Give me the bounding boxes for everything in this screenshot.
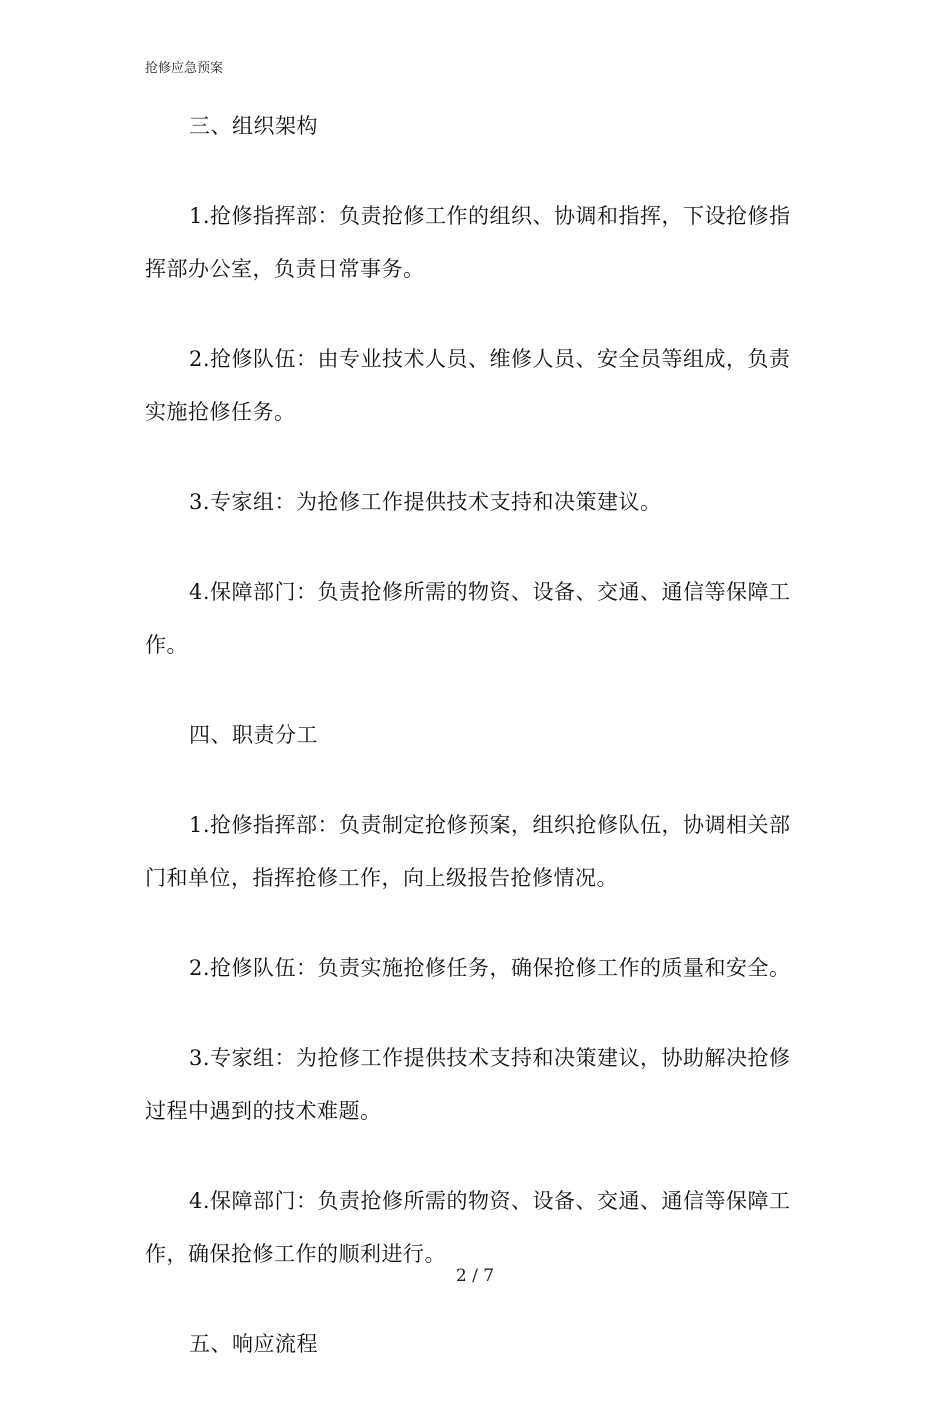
running-header: 抢修应急预案 xyxy=(145,61,224,76)
paragraph: 4.保障部门：负责抢修所需的物资、设备、交通、通信等保障工作。 xyxy=(145,580,791,657)
paragraph: 3.专家组：为抢修工作提供技术支持和决策建议，协助解决抢修过程中遇到的技术难题。 xyxy=(145,1046,791,1123)
paragraph: 2.抢修队伍：由专业技术人员、维修人员、安全员等组成，负责实施抢修任务。 xyxy=(145,347,791,424)
paragraph: 2.抢修队伍：负责实施抢修任务，确保抢修工作的质量和安全。 xyxy=(189,956,791,980)
section-heading-responsibilities: 四、职责分工 xyxy=(189,723,318,747)
section-heading-response-process: 五、响应流程 xyxy=(189,1332,318,1356)
paragraph: 4.保障部门：负责抢修所需的物资、设备、交通、通信等保障工作，确保抢修工作的顺利进行。 xyxy=(145,1189,791,1266)
page-number: 2 / 7 xyxy=(455,1266,495,1286)
paragraph: 3.专家组：为抢修工作提供技术支持和决策建议。 xyxy=(189,490,662,514)
paragraph: 1.抢修指挥部：负责抢修工作的组织、协调和指挥，下设抢修指挥部办公室，负责日常事务。 xyxy=(145,204,791,281)
paragraph: 1.抢修指挥部：负责制定抢修预案，组织抢修队伍，协调相关部门和单位，指挥抢修工作，向上级报告抢修情况。 xyxy=(145,813,791,890)
document-body xyxy=(145,100,805,1408)
section-heading-organization: 三、组织架构 xyxy=(189,114,318,138)
